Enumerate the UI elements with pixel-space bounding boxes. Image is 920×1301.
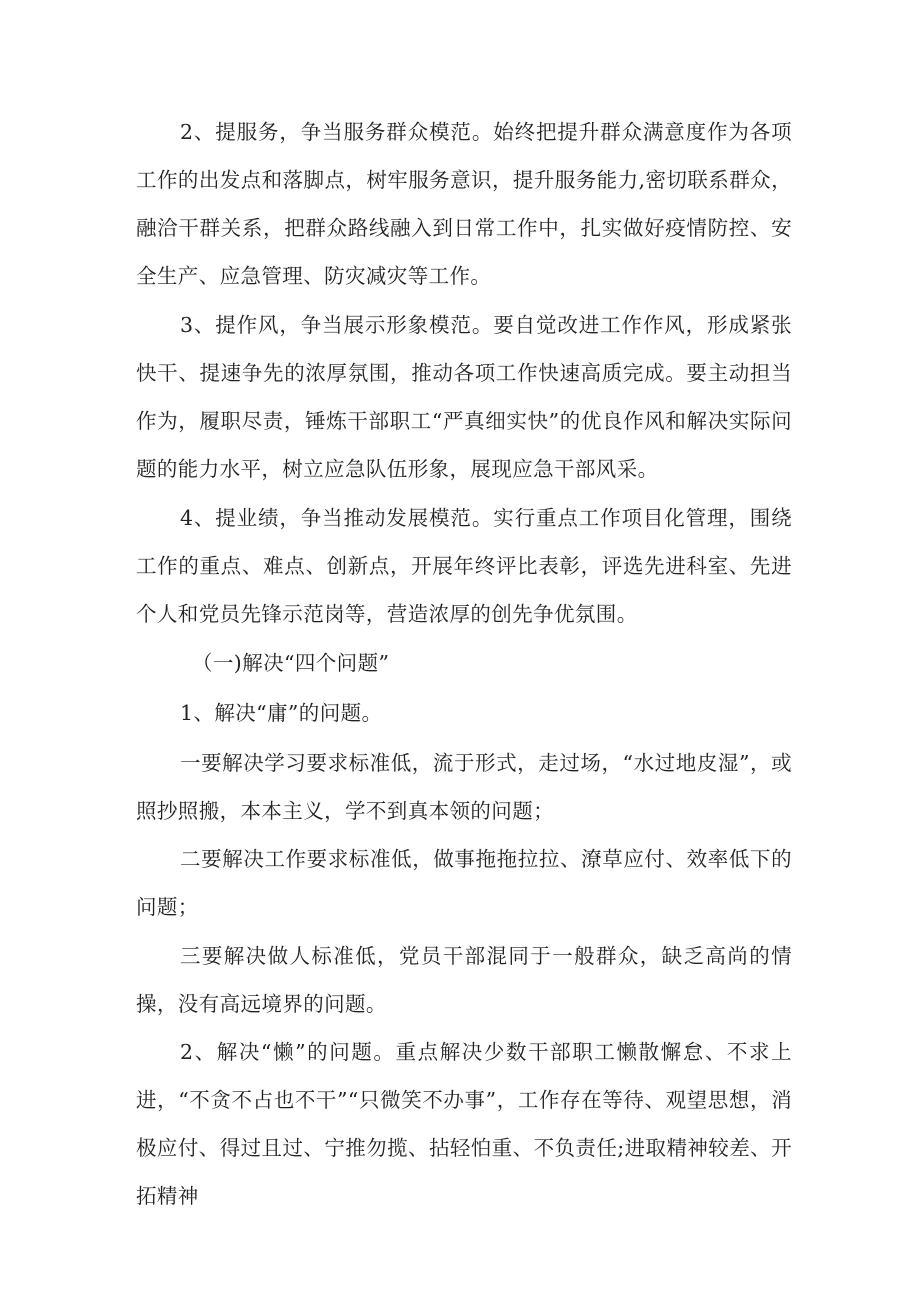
paragraph-conduct-standard: 三要解决做人标准低，党员干部混同于一般群众，缺乏高尚的情操，没有高远境界的问题。 bbox=[136, 944, 792, 1016]
paragraph-laziness: 2、解决“懒”的问题。重点解决少数干部职工懒散懈怠、不求上进，“不贪不占也不干”“只微笑不办事”，工作存在等待、观望思想，消极应付、得过且过、宁推勿揽、拈轻怕重、不负责任;进取精神较差、开拓精神 bbox=[136, 1040, 792, 1208]
paragraph-improve-style: 3、提作风，争当展示形象模范。要自觉改进工作作风，形成紧张快干、提速争先的浓厚氛围，推动各项工作快速高质完成。要主动担当作为，履职尽责，锤炼干部职工“严真细实快”的优良作风和解决实际问题的能力水平，树立应急队伍形象，展现应急干部风采。 bbox=[136, 313, 792, 481]
section-heading-four-problems: （一)解决“四个问题” bbox=[192, 651, 390, 675]
paragraph-study-standard: 一要解决学习要求标准低，流于形式，走过场，“水过地皮湿”，或照抄照搬，本本主义，学不到真本领的问题； bbox=[136, 751, 792, 823]
subheading-mediocrity: 1、解决“庸”的问题。 bbox=[180, 701, 383, 725]
paragraph-work-standard: 二要解决工作要求标准低，做事拖拖拉拉、潦草应付、效率低下的问题； bbox=[136, 847, 792, 919]
paragraph-improve-performance: 4、提业绩，争当推动发展模范。实行重点工作项目化管理，围绕工作的重点、难点、创新点，开展年终评比表彰，评选先进科室、先进个人和党员先锋示范岗等，营造浓厚的创先争优氛围。 bbox=[136, 506, 792, 626]
paragraph-improve-service: 2、提服务，争当服务群众模范。始终把提升群众满意度作为各项工作的出发点和落脚点，树牢服务意识，提升服务能力,密切联系群众，融洽干群关系，把群众路线融入到日常工作中，扎实做好疫情防控、安全生产、应急管理、防灾减灾等工作。 bbox=[136, 120, 792, 288]
